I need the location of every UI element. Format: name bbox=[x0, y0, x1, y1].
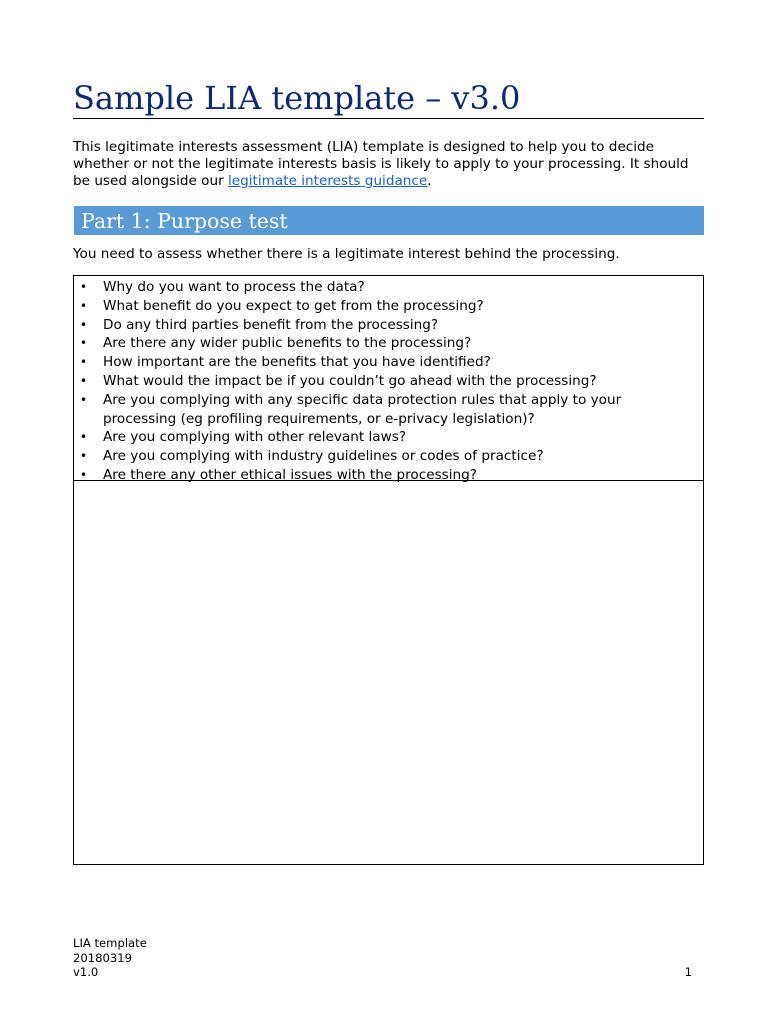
intro-paragraph bbox=[73, 139, 704, 190]
bullet-icon: • bbox=[80, 373, 88, 388]
answer-text-area[interactable] bbox=[74, 481, 703, 864]
bullet-icon: • bbox=[80, 449, 88, 464]
list-item bbox=[74, 353, 703, 372]
bullet-icon: • bbox=[80, 430, 88, 445]
question-text: How important are the benefits that you have identified? bbox=[103, 354, 491, 371]
list-item bbox=[74, 334, 703, 353]
bullet-icon: • bbox=[80, 336, 88, 351]
question-text: Are you complying with any specific data protection rules that apply to your processing (eg profiling requirements, or e-privacy legislation)? bbox=[103, 391, 622, 427]
footer-document-info bbox=[73, 936, 147, 980]
bullet-icon: • bbox=[80, 355, 88, 370]
list-item bbox=[74, 466, 703, 485]
bullet-icon: • bbox=[80, 317, 88, 332]
question-text: Are you complying with other relevant laws? bbox=[103, 429, 407, 446]
question-text: Do any third parties benefit from the processing? bbox=[103, 316, 439, 333]
footer-document-version: v1.0 bbox=[73, 965, 99, 979]
question-list bbox=[74, 276, 703, 481]
bullet-icon: • bbox=[80, 298, 88, 313]
intro-text: This legitimate interests assessment (LIA) template is designed to help you to decide whether or not the legitimate interests basis is likely to apply to your processing. It should be used alongside our bbox=[73, 139, 689, 189]
question-text: What would the impact be if you couldn’t go ahead with the processing? bbox=[103, 372, 597, 389]
list-item bbox=[74, 297, 703, 316]
document-title: Sample LIA template – v3.0 bbox=[73, 79, 521, 117]
question-text: What benefit do you expect to get from the processing? bbox=[103, 297, 484, 314]
footer-document-date: 20180319 bbox=[73, 950, 133, 965]
list-item bbox=[74, 447, 703, 466]
list-item bbox=[74, 428, 703, 447]
title-divider bbox=[73, 118, 704, 119]
bullet-icon: • bbox=[80, 392, 88, 407]
question-text: Why do you want to process the data? bbox=[103, 279, 365, 295]
list-item bbox=[74, 316, 703, 335]
list-item bbox=[74, 372, 703, 391]
intro-end: . bbox=[427, 173, 432, 189]
section-heading-text: Part 1: Purpose test bbox=[81, 209, 288, 233]
question-text: Are there any wider public benefits to the processing? bbox=[103, 335, 472, 352]
section-lead-text: You need to assess whether there is a legitimate interest behind the processing. bbox=[73, 246, 620, 262]
bullet-icon: • bbox=[80, 280, 88, 294]
section-heading-purpose-test bbox=[74, 206, 704, 235]
question-text: Are there any other ethical issues with the processing? bbox=[103, 466, 477, 483]
purpose-test-table bbox=[73, 275, 704, 865]
list-item bbox=[74, 278, 703, 297]
page-number: 1 bbox=[684, 965, 692, 979]
legitimate-interests-guidance-link[interactable]: legitimate interests guidance bbox=[228, 173, 428, 189]
question-text: Are you complying with industry guidelines or codes of practice? bbox=[103, 448, 544, 465]
list-item bbox=[74, 391, 703, 429]
footer-document-name: LIA template bbox=[73, 936, 147, 950]
bullet-icon: • bbox=[80, 467, 88, 482]
